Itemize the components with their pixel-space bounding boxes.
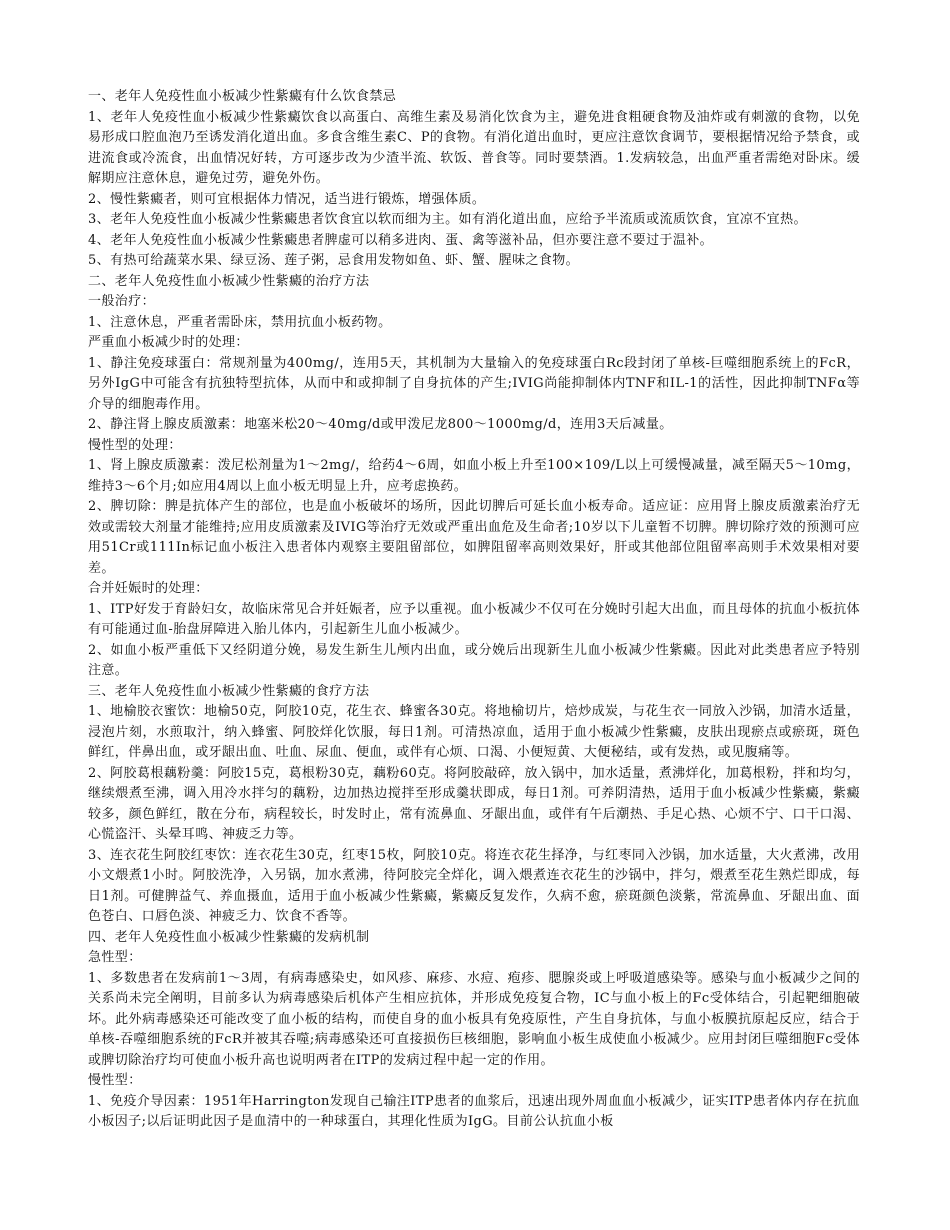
paragraph: 2、如血小板严重低下又经阴道分娩，易发生新生儿颅内出血，或分娩后出现新生儿血小板减少性紫癜。因此对此类患者应予特别注意。: [88, 642, 860, 678]
paragraph: 1、静注免疫球蛋白：常规剂量为400mg/，连用5天，其机制为大量输入的免疫球蛋白Rc段封闭了单核-巨噬细胞系统上的FcR，另外IgG中可能含有抗独特型抗体，从而中和或抑制了自身抗体的产生;IVIG尚能抑制体内TNF和IL-1的活性，因此抑制TNFα等介导的细胞毒作用。: [88, 355, 860, 412]
paragraph: 2、脾切除：脾是抗体产生的部位，也是血小板破坏的场所，因此切脾后可延长血小板寿命。适应证：应用肾上腺皮质激素治疗无效或需较大剂量才能维持;应用皮质激素及IVIG等治疗无效或严重出血危及生命者;10岁以下儿童暂不切脾。脾切除疗效的预测可应用51Cr或111In标记血小板注入患者体内观察主要阻留部位，如脾阻留率高则效果好，肝或其他部位阻留率高则手术效果相对要差。: [88, 499, 860, 576]
document-body: [88, 87, 860, 1133]
paragraph: 1、多数患者在发病前1～3周，有病毒感染史，如风疹、麻疹、水痘、疱疹、腮腺炎或上呼吸道感染等。感染与血小板减少之间的关系尚未完全阐明，目前多认为病毒感染后机体产生相应抗体，并形成免疫复合物，IC与血小板上的Fc受体结合，引起靶细胞破坏。此外病毒感染还可能改变了血小板的结构，而使自身的血小板具有免疫原性，产生自身抗体，与血小板膜抗原起反应，结合于单核-吞噬细胞系统的FcR并被其吞噬;病毒感染还可直接损伤巨核细胞，影响血小板生成使血小板减少。应用封闭巨噬细胞Fc受体或脾切除治疗均可使血小板升高也说明两者在ITP的发病过程中起一定的作用。: [88, 970, 860, 1068]
paragraph: 2、阿胶葛根藕粉羹：阿胶15克，葛根粉30克，藕粉60克。将阿胶敲碎，放入锅中，加水适量，煮沸烊化，加葛根粉，拌和均匀，继续煨煮至沸，调入用冷水拌匀的藕粉，边加热边搅拌至形成羹状即成，每日1剂。可养阴清热，适用于血小板减少性紫癜，紫癜较多，颜色鲜红，散在分布，病程较长，时发时止，常有流鼻血、牙龈出血，或伴有午后潮热、手足心热、心烦不宁、口干口渴、心慌盗汗、头晕耳鸣、神疲乏力等。: [88, 765, 860, 842]
paragraph: 1、ITP好发于育龄妇女，故临床常见合并妊娠者，应予以重视。血小板减少不仅可在分娩时引起大出血，而且母体的抗血小板抗体有可能通过血-胎盘屏障进入胎儿体内，引起新生儿血小板减少。: [88, 601, 860, 637]
section-heading: 二、老年人免疫性血小板减少性紫癜的治疗方法: [88, 273, 370, 289]
subheading: 慢性型：: [88, 1073, 142, 1088]
paragraph: 2、慢性紫癜者，则可宜根据体力情况，适当进行锻炼，增强体质。: [88, 191, 486, 207]
subheading: 急性型：: [88, 950, 142, 965]
section-heading: 三、老年人免疫性血小板减少性紫癜的食疗方法: [88, 683, 370, 699]
paragraph: 3、连衣花生阿胶红枣饮：连衣花生30克，红枣15枚，阿胶10克。将连衣花生择净，与红枣同入沙锅，加水适量，大火煮沸，改用小文煨煮1小时。阿胶洗净，入另锅，加水煮沸，待阿胶完全烊化，调入煨煮连衣花生的沙锅中，拌匀，煨煮至花生熟烂即成，每日1剂。可健脾益气、养血摄血，适用于血小板减少性紫癜，紫癜反复发作，久病不愈，瘀斑颜色淡紫，常流鼻血、牙龈出血、面色苍白、口唇色淡、神疲乏力、饮食不香等。: [88, 847, 860, 924]
paragraph: 4、老年人免疫性血小板减少性紫癜患者脾虚可以稍多进肉、蛋、禽等滋补品，但亦要注意不要过于温补。: [88, 232, 714, 248]
subheading: 慢性型的处理：: [88, 437, 182, 453]
section-heading: 四、老年人免疫性血小板减少性紫癜的发病机制: [88, 929, 370, 945]
paragraph: 2、静注肾上腺皮质激素：地塞米松20～40mg/d或甲泼尼龙800～1000mg/d，连用3天后减量。: [88, 417, 673, 432]
paragraph: 1、免疫介导因素：1951年Harrington发现自己输注ITP患者的血浆后，迅速出现外周血血小板减少，证实ITP患者体内存在抗血小板因子;以后证明此因子是血清中的一种球蛋白，其理化性质为IgG。目前公认抗血小板: [88, 1093, 860, 1129]
paragraph: 1、地榆胶衣蜜饮：地榆50克，阿胶10克，花生衣、蜂蜜各30克。将地榆切片，焙炒成炭，与花生衣一同放入沙锅，加清水适量，浸泡片刻，水煎取汁，纳入蜂蜜、阿胶烊化饮服，每日1剂。可清热凉血，适用于血小板减少性紫癜，皮肤出现瘀点或瘀斑，斑色鲜红，伴鼻出血，或牙龈出血、吐血、尿血、便血，或伴有心烦、口渴、小便短黄、大便秘结，或有发热，或见腹痛等。: [88, 704, 860, 760]
paragraph: 1、肾上腺皮质激素：泼尼松剂量为1～2mg/，给药4～6周，如血小板上升至100×109/L以上可缓慢减量，减至隔天5～10mg，维持3～6个月;如应用4周以上血小板无明显上升，应考虑换药。: [88, 458, 860, 494]
subheading: 合并妊娠时的处理：: [88, 581, 209, 596]
paragraph: 1、注意休息，严重者需卧床，禁用抗血小板药物。: [88, 314, 392, 330]
paragraph: 5、有热可给蔬菜水果、绿豆汤、莲子粥，忌食用发物如鱼、虾、蟹、腥味之食物。: [88, 253, 580, 268]
paragraph: 3、老年人免疫性血小板减少性紫癜患者饮食宜以软而细为主。如有消化道出血，应给予半流质或流质饮食，宜凉不宜热。: [88, 212, 807, 227]
section-heading: 一、老年人免疫性血小板减少性紫癜有什么饮食禁忌: [88, 89, 397, 104]
subheading: 一般治疗：: [88, 294, 156, 309]
paragraph: 1、老年人免疫性血小板减少性紫癜饮食以高蛋白、高维生素及易消化饮食为主，避免进食粗硬食物及油炸或有刺激的食物，以免易形成口腔血泡乃至诱发消化道出血。多食含维生素C、P的食物。有消化道出血时，更应注意饮食调节，要根据情况给予禁食，或进流食或冷流食，出血情况好转，方可逐步改为少渣半流、软饭、普食等。同时要禁酒。1.发病较急，出血严重者需绝对卧床。缓解期应注意休息，避免过劳，避免外伤。: [88, 109, 860, 186]
subheading: 严重血小板减少时的处理：: [88, 335, 249, 350]
